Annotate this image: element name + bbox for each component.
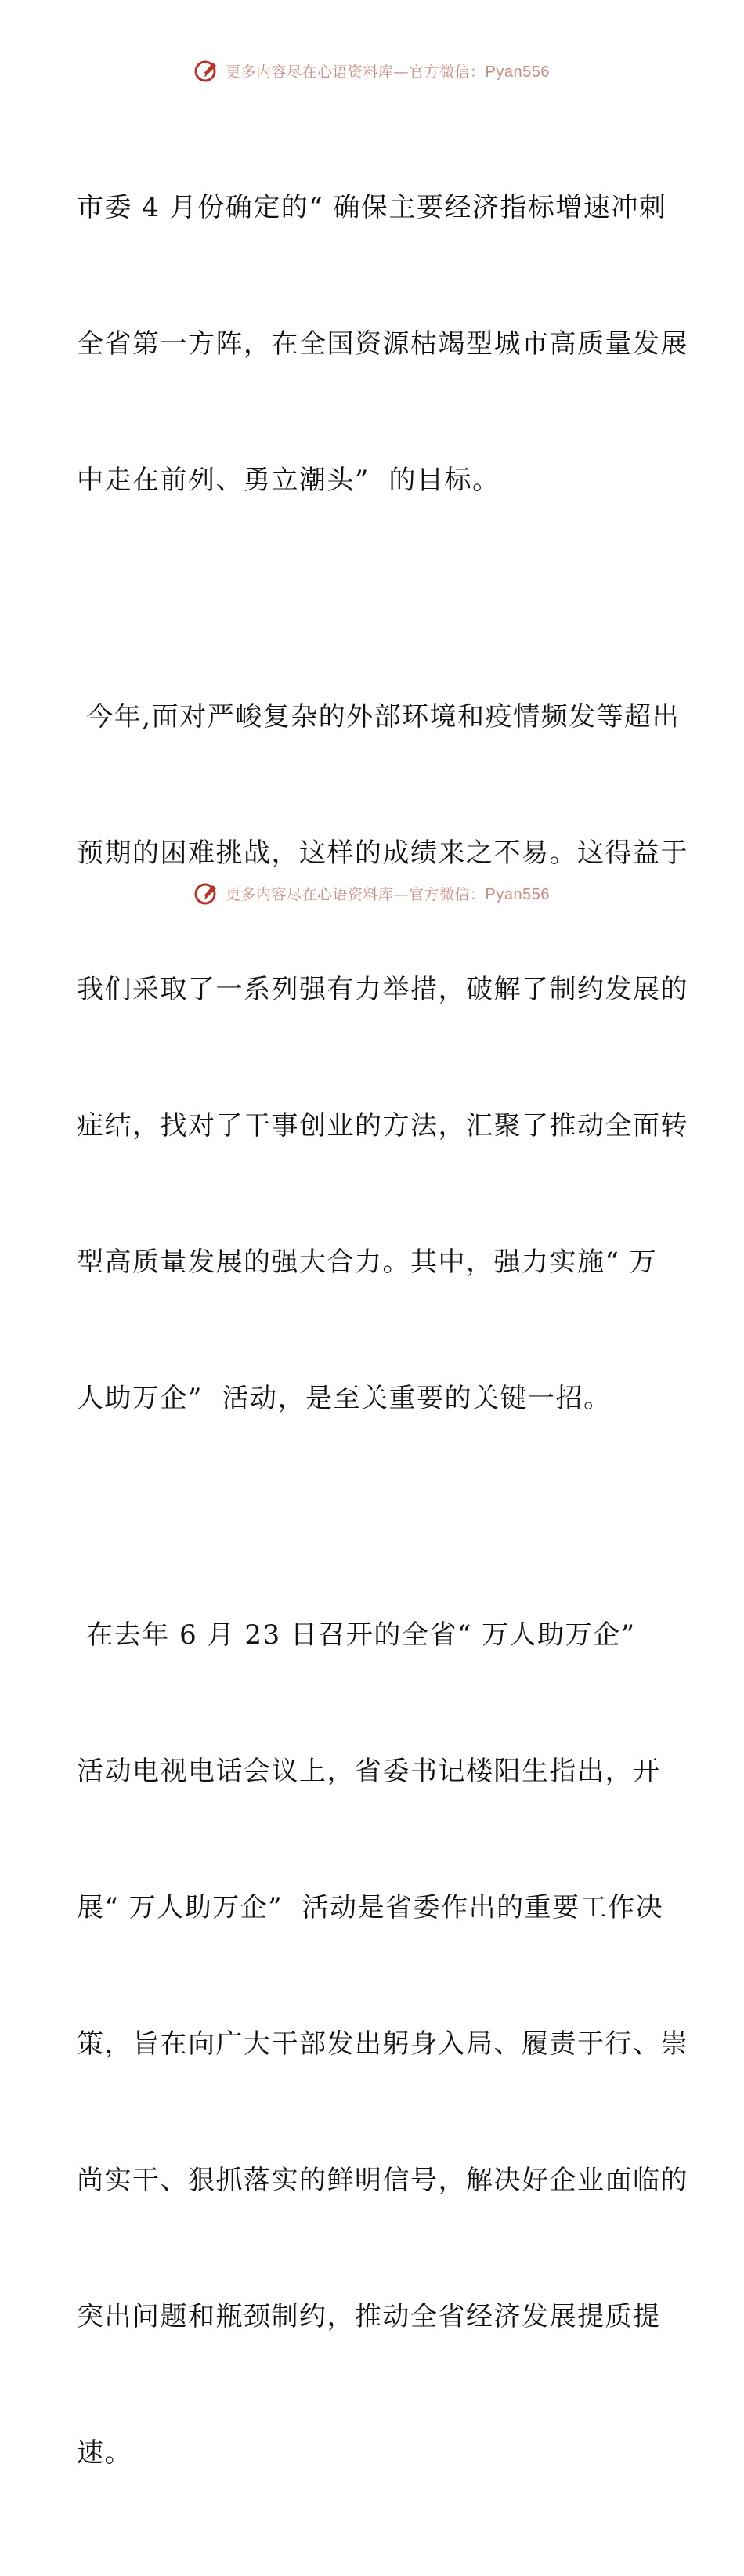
footer-banner-text <box>226 883 550 904</box>
footer-banner-account: Pyan556 <box>485 885 550 903</box>
header-banner-separator: — <box>393 63 410 81</box>
paragraph-line: 速。 <box>77 2437 132 2469</box>
paragraph-2 <box>77 603 688 1512</box>
paragraph-line: 策，旨在向广大干部发出躬身入局、履责于行、崇 <box>77 2028 688 2060</box>
document-body <box>77 94 688 2576</box>
paragraph-line: 中走在前列、勇立潮头” 的目标。 <box>77 465 500 496</box>
footer-banner <box>0 877 744 909</box>
paragraph-line: 全省第一方阵，在全国资源枯竭型城市高质量发展 <box>77 328 688 360</box>
footer-banner-title: 更多内容尽在心语资料库 <box>226 885 394 903</box>
paragraph-line: 我们采取了一系列强有力举措，破解了制约发展的 <box>77 974 688 1005</box>
paragraph-line: 人助万企” 活动，是至关重要的关键一招。 <box>77 1383 612 1414</box>
paragraph-line: 展“ 万人助万企” 活动是省委作出的重要工作决 <box>77 1892 664 1923</box>
header-banner-account: Pyan556 <box>485 63 550 81</box>
footer-banner-separator: — <box>393 885 410 903</box>
header-banner-text <box>226 60 550 81</box>
header-banner-suffix: 官方微信： <box>409 63 486 81</box>
paragraph-line: 市委 4 月份确定的“ 确保主要经济指标增速冲刺 <box>77 192 667 223</box>
paragraph-line: 型高质量发展的强大合力。其中，强力实施“ 万 <box>77 1246 658 1278</box>
paragraph-line: 预期的困难挑战，这样的成绩来之不易。这得益于 <box>77 838 688 869</box>
header-banner <box>0 55 744 86</box>
footer-banner-suffix: 官方微信： <box>409 885 486 903</box>
paragraph-3 <box>77 1521 688 2567</box>
paragraph-line: 在去年 6 月 23 日召开的全省“ 万人助万企” <box>77 1619 636 1651</box>
pen-nib-logo-icon <box>194 881 219 906</box>
paragraph-line: 今年,面对严峻复杂的外部环境和疫情频发等超出 <box>77 701 681 733</box>
header-banner-title: 更多内容尽在心语资料库 <box>226 63 394 81</box>
pen-nib-logo-icon <box>194 58 219 83</box>
paragraph-line: 活动电视电话会议上，省委书记楼阳生指出，开 <box>77 1756 661 1787</box>
paragraph-line: 尚实干、狠抓落实的鲜明信号，解决好企业面临的 <box>77 2165 688 2196</box>
paragraph-line: 突出问题和瓶颈制约，推动全省经济发展提质提 <box>77 2301 661 2332</box>
paragraph-line: 症结，找对了干事创业的方法，汇聚了推动全面转 <box>77 1110 688 1141</box>
paragraph-1 <box>77 94 688 594</box>
